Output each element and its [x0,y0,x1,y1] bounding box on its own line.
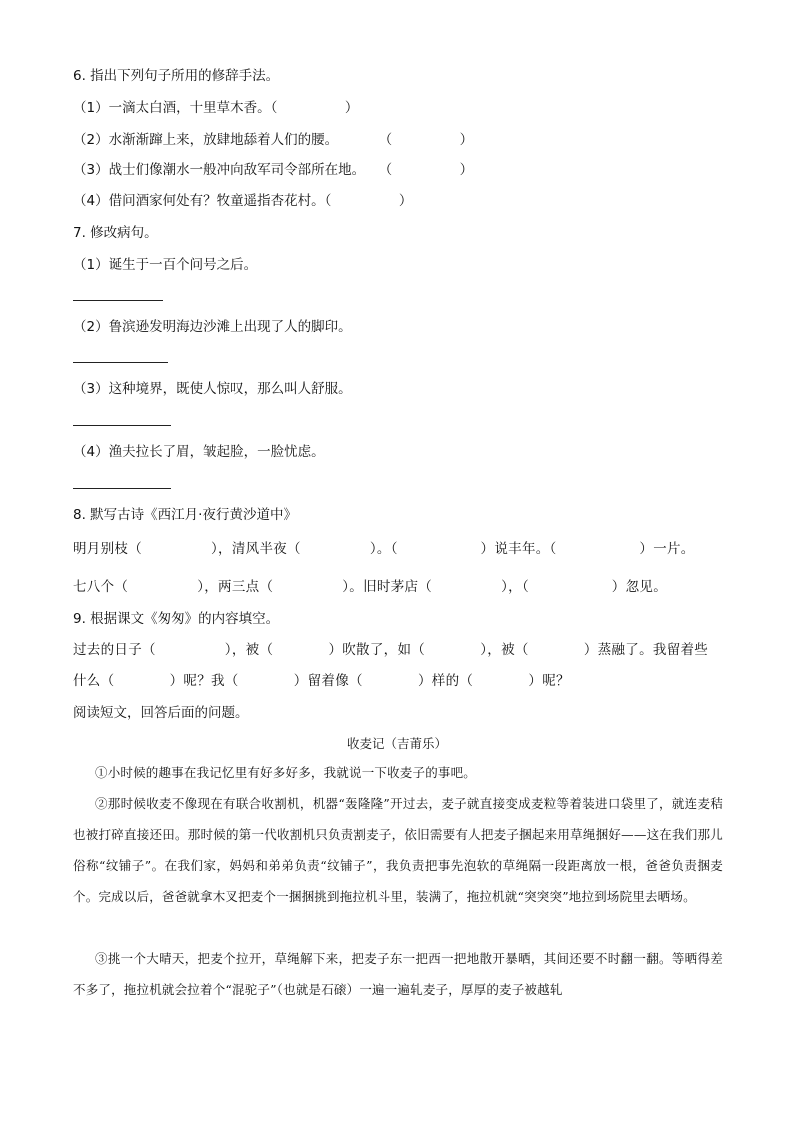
q7-item-3: （3）这种境界，既使人惊叹，那么叫人舒服。 [73,381,352,397]
q8-line-1: 明月别枝（ ），清风半夜（ ）。（ ）说丰年。（ ）一片。 [73,541,695,557]
article-paragraph-2: ②那时候收麦不像现在有联合收割机，机器“轰隆隆”开过去，麦子就直接变成麦粒等着装进口袋里了，就连麦秸也被打碎直接还田。那时候的第一代收割机只负责割麦子，依旧需要有人把麦子捆起来用草绳捆好——这在我们那儿俗称“纹铺子”。在我们家，妈妈和弟弟负责“纹铺子”，我负责把事先泡软的草绳隔一段距离放一根，爸爸负责捆麦个。完成以后，爸爸就拿木叉把麦个一捆捆挑到拖拉机斗里，装满了，拖拉机就“突突突”地拉到场院里去晒场。 [73,796,723,904]
answer-line-1[interactable] [73,300,163,301]
answer-line-2[interactable] [73,362,168,363]
q7-title: 7. 修改病句。 [73,225,158,241]
q9-line-1: 过去的日子（ ），被（ ）吹散了，如（ ），被（ ）蒸融了。我留着些 [73,642,709,658]
answer-line-3[interactable] [73,425,171,426]
q6-item-3: （3）战士们像潮水一般冲向敌军司令部所在地。 （ ） [73,162,474,178]
q7-item-1: （1）诞生于一百个问号之后。 [73,257,258,273]
article-title: 收麦记（吉莆乐） [346,736,447,751]
q6-item-4: （4）借问酒家何处有？牧童遥指杏花村。（ ） [73,193,413,209]
q6-item-2: （2）水渐渐蹿上来，放肆地舔着人们的腰。 （ ） [73,132,474,148]
q6-title: 6. 指出下列句子所用的修辞手法。 [73,68,280,84]
q8-line-2: 七八个（ ），两三点（ ）。旧时茅店（ ），（ ）忽见。 [73,579,667,595]
reading-intro: 阅读短文，回答后面的问题。 [73,705,249,721]
article-paragraph-3: ③挑一个大晴天，把麦个拉开，草绳解下来，把麦子东一把西一把地散开暴晒，其间还要不时翻一翻。等晒得差不多了，拖拉机就会拉着个“混驼子”（也就是石磙）一遍一遍轧麦子，厚厚的麦子被越轧 [73,951,723,997]
q9-title: 9. 根据课文《匆匆》的内容填空。 [73,611,280,627]
q8-title: 8. 默写古诗《西江月·夜行黄沙道中》 [73,507,297,523]
q7-item-4: （4）渔夫拉长了眉，皱起脸，一脸忧虑。 [73,444,325,460]
answer-line-4[interactable] [73,488,171,489]
article-paragraph-1: ①小时候的趣事在我记忆里有好多好多，我就说一下收麦子的事吧。 [95,765,477,780]
q6-item-1: （1）一滴太白酒，十里草木香。（ ） [73,100,359,116]
q9-line-2: 什么（ ）呢？我（ ）留着像（ ）样的（ ）呢？ [73,673,570,689]
q7-item-2: （2）鲁滨逊发明海边沙滩上出现了人的脚印。 [73,319,352,335]
